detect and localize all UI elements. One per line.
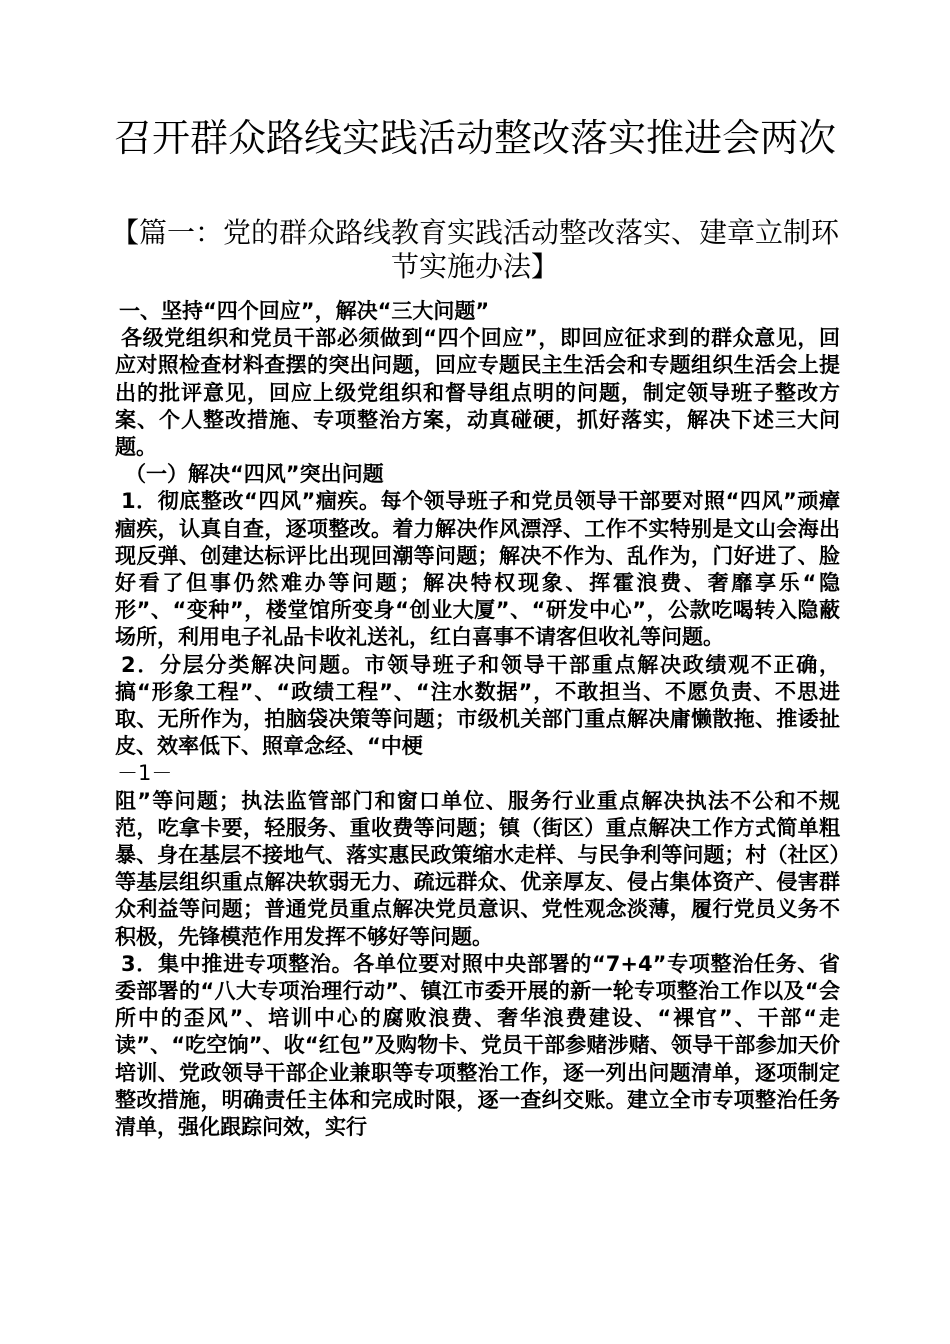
- document-body: [115, 298, 840, 1141]
- section-heading-2: （一）解决“四风”突出问题: [125, 462, 384, 487]
- list-item-3: 3．集中推进专项整治。各单位要对照中央部署的“7+4”专项整治任务、省委部署的“八大专项治理行动”、镇江市委开展的新一轮专项整治工作以及“会所中的歪风”、培训中心的腐败浪费、奢华浪费建设、“裸官”、干部“走读”、“吃空饷”、收“红包”及购物卡、党员干部参赌涉赌、领导干部参加天价培训、党政领导干部企业兼职等专项整治工作，逐一列出问题清单，逐项制定整改措施，明确责任主体和完成时限，逐一查纠交账。建立全市专项整治任务清单，强化跟踪问效，实行: [115, 951, 840, 1140]
- document-title: 召开群众路线实践活动整改落实推进会两次: [113, 116, 836, 160]
- paragraph-1: 各级党组织和党员干部必须做到“四个回应”，即回应征求到的群众意见，回应对照检查材料查摆的突出问题，回应专题民主生活会和专题组织生活会上提出的批评意见，回应上级党组织和督导组点明的问题，制定领导班子整改方案、个人整改措施、专项整治方案，动真碰硬，抓好落实，解决下述三大问题。: [115, 326, 840, 460]
- document-subtitle: 【篇一：党的群众路线教育实践活动整改落实、建章立制环节实施办法】: [110, 216, 839, 283]
- list-item-2-part-2: 阻”等问题；执法监管部门和窗口单位、服务行业重点解决执法不公和不规范，吃拿卡要，轻服务、重收费等问题；镇（街区）重点解决工作方式简单粗暴、身在基层不接地气、落实惠民政策缩水走样、与民争利等问题；村（社区）等基层组织重点解决软弱无力、疏远群众、优亲厚友、侵占集体资产、侵害群众利益等问题；普通党员重点解决党员意识、党性观念淡薄，履行党员义务不积极，先锋模范作用发挥不够好等问题。: [115, 788, 840, 949]
- page-number: －1－: [117, 761, 173, 786]
- list-item-2-part-1: 2．分层分类解决问题。市领导班子和领导干部重点解决政绩观不正确，搞“形象工程”、“政绩工程”、“注水数据”，不敢担当、不愿负责、不思进取、无所作为，拍脑袋决策等问题；市级机关部门重点解决庸懒散拖、推诿扯皮、效率低下、照章念经、“中梗: [115, 652, 840, 759]
- list-item-1: 1．彻底整改“四风”痼疾。每个领导班子和党员领导干部要对照“四风”顽瘴痼疾，认真自查，逐项整改。着力解决作风漂浮、工作不实特别是文山会海出现反弹、创建达标评比出现回潮等问题；解决不作为、乱作为，门好进了、脸好看了但事仍然难办等问题；解决特权现象、挥霍浪费、奢靡享乐“隐形”、“变种”，楼堂馆所变身“创业大厦”、“研发中心”，公款吃喝转入隐蔽场所，利用电子礼品卡收礼送礼，红白喜事不请客但收礼等问题。: [115, 489, 840, 650]
- section-heading-1: 一、坚持“四个回应”，解决“三大问题”: [119, 299, 490, 323]
